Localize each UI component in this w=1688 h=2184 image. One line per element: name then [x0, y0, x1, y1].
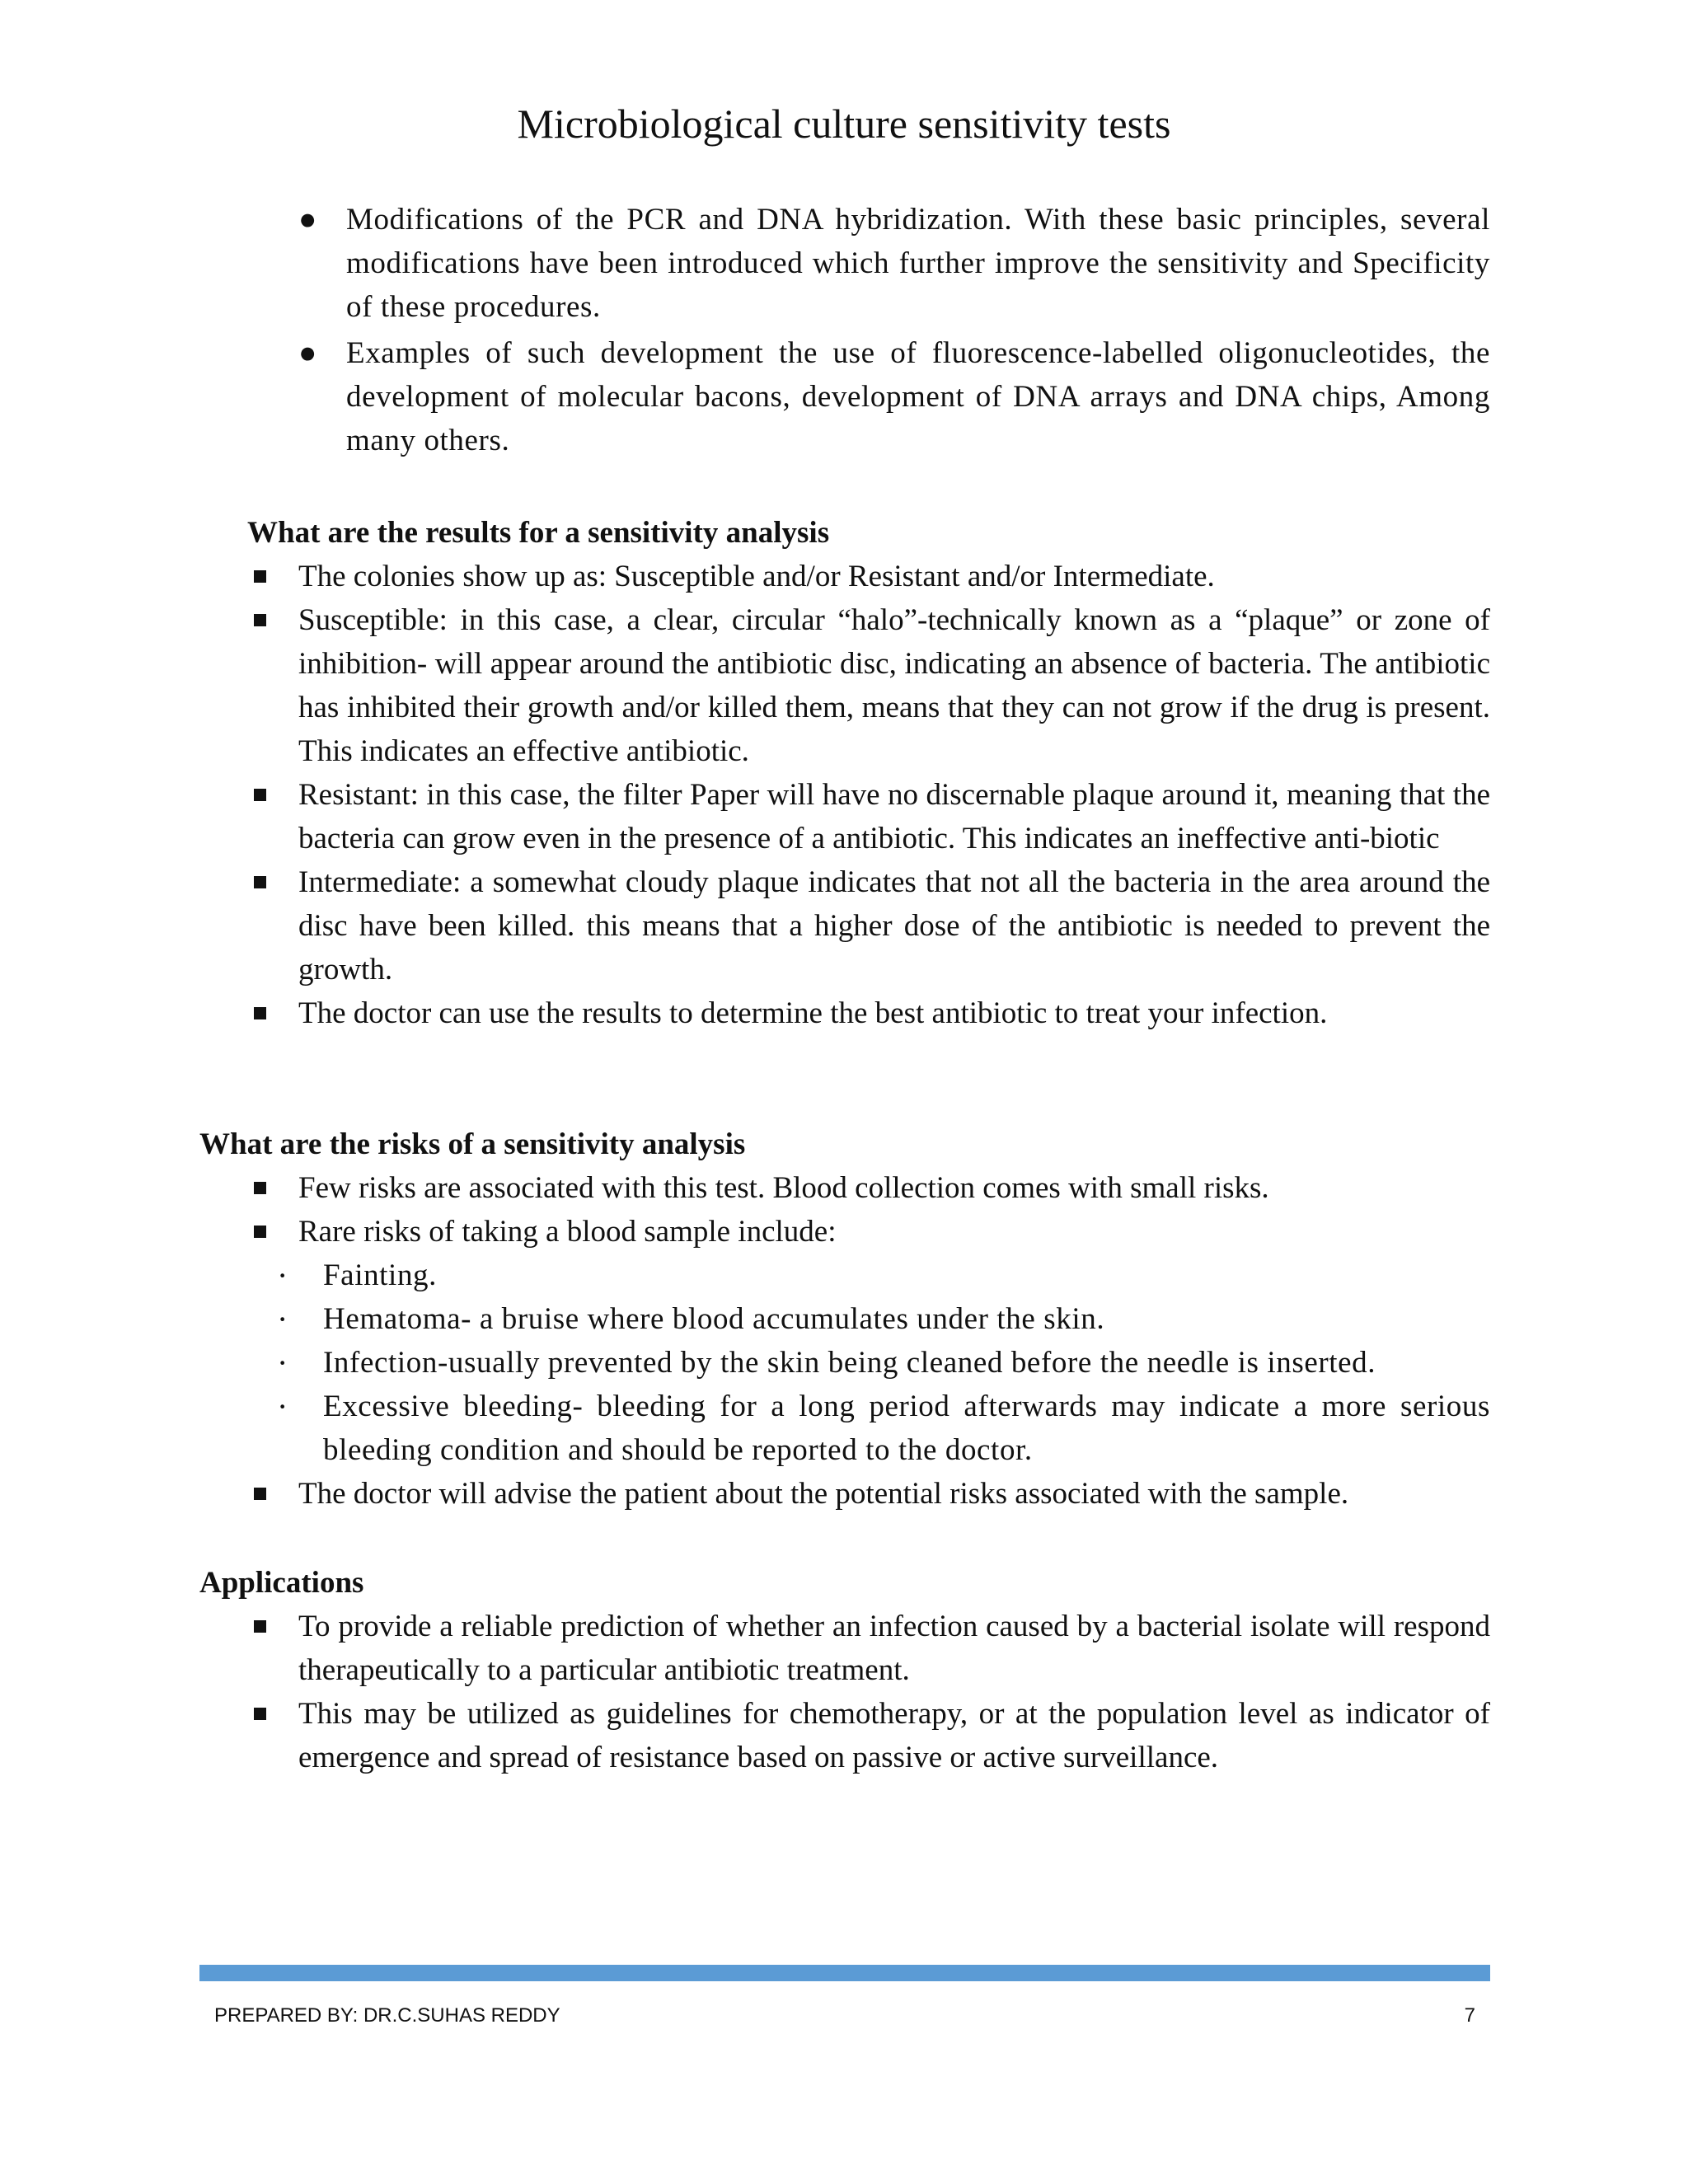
bullet-dot-icon: · — [277, 1344, 288, 1381]
list-item — [298, 860, 1490, 991]
list-item — [298, 773, 1490, 860]
square-bullet-icon — [254, 1182, 266, 1194]
bullet-dot-icon: · — [277, 1301, 288, 1338]
sub-list-item-text: Infection-usually prevented by the skin being cleaned before the needle is inserted. — [323, 1346, 1376, 1380]
page-number: 7 — [1464, 2004, 1475, 2027]
square-bullet-icon — [254, 570, 266, 583]
applications-section — [0, 1561, 1688, 1779]
risks-section — [0, 1122, 1688, 1516]
footer-rule — [199, 1965, 1490, 1981]
bullet-dot-icon: · — [277, 1257, 288, 1294]
section-heading: What are the risks of a sensitivity analysis — [199, 1127, 746, 1161]
list-item-text: The doctor will advise the patient about the potential risks associated with the sample. — [298, 1477, 1349, 1511]
square-bullet-icon — [254, 1708, 266, 1720]
bullet-dot-icon: ● — [298, 336, 317, 370]
sub-list-item-text: Hematoma- a bruise where blood accumulates under the skin. — [323, 1302, 1105, 1336]
square-bullet-icon — [254, 614, 266, 626]
list-item — [298, 1166, 1490, 1210]
square-bullet-icon — [254, 789, 266, 801]
square-bullet-icon — [254, 1620, 266, 1633]
list-item-text: This may be utilized as guidelines for chemotherapy, or at the population level as indicator of emergence and spread of resistance based on passive or active surveillance. — [298, 1697, 1490, 1774]
list-item-text: Intermediate: a somewhat cloudy plaque indicates that not all the bacteria in the area around the disc have been killed. this means that a higher dose of the antibiotic is needed to prevent the growth. — [298, 865, 1490, 987]
list-item — [298, 991, 1490, 1035]
intro-bullet-list — [0, 198, 1688, 462]
list-item — [298, 1210, 1490, 1254]
bullet-dot-icon: · — [277, 1388, 288, 1425]
footer-prepared-by: PREPARED BY: DR.C.SUHAS REDDY — [214, 2004, 560, 2027]
list-item — [298, 1692, 1490, 1779]
square-bullet-icon — [254, 876, 266, 888]
list-item — [298, 198, 1490, 329]
list-item-text: Susceptible: in this case, a clear, circular “halo”-technically known as a “plaque” or zone of inhibition- will appear around the antibiotic disc, indicating an absence of bacteria. The antibiotic has inhibited their growth and/or killed them, means that they can not grow if the drug is present. This indicates an effective antibiotic. — [298, 603, 1490, 768]
sub-list-item — [277, 1254, 1490, 1297]
page-title: Microbiological culture sensitivity tests — [517, 101, 1171, 147]
list-item-text: To provide a reliable prediction of whether an infection caused by a bacterial isolate will respond therapeutically to a particular antibiotic treatment. — [298, 1610, 1490, 1687]
section-heading: Applications — [199, 1566, 364, 1600]
bullet-dot-icon: ● — [298, 203, 317, 237]
list-item-text: Resistant: in this case, the filter Paper will have no discernable plaque around it, meaning that the bacteria can grow even in the presence of a antibiotic. This indicates an ineffective anti-biotic — [298, 778, 1490, 855]
list-item-text: Rare risks of taking a blood sample include: — [298, 1215, 837, 1249]
section-heading: What are the results for a sensitivity analysis — [247, 516, 830, 550]
list-item — [298, 555, 1490, 598]
square-bullet-icon — [254, 1007, 266, 1019]
list-item-text: The doctor can use the results to determine the best antibiotic to treat your infection. — [298, 996, 1328, 1030]
list-item — [298, 598, 1490, 773]
sub-list-item — [277, 1341, 1490, 1385]
sub-list-item — [277, 1297, 1490, 1341]
list-item — [298, 331, 1490, 462]
list-item-text: The colonies show up as: Susceptible and/or Resistant and/or Intermediate. — [298, 560, 1215, 593]
square-bullet-icon — [254, 1488, 266, 1500]
sub-list-item-text: Fainting. — [323, 1258, 437, 1292]
list-item-text: Modifications of the PCR and DNA hybridization. With these basic principles, several modifications have been introduced which further improve the sensitivity and Specificity of these procedures. — [346, 203, 1490, 324]
list-item-text: Examples of such development the use of fluorescence-labelled oligonucleotides, the development of molecular bacons, development of DNA arrays and DNA chips, Among many others. — [346, 336, 1490, 457]
sub-list-item — [277, 1385, 1490, 1472]
list-item — [298, 1472, 1490, 1516]
sub-list-item-text: Excessive bleeding- bleeding for a long period afterwards may indicate a more serious bleeding condition and should be reported to the doctor. — [323, 1390, 1490, 1467]
square-bullet-icon — [254, 1226, 266, 1238]
list-item-text: Few risks are associated with this test. Blood collection comes with small risks. — [298, 1171, 1269, 1205]
list-item — [298, 1605, 1490, 1692]
results-section — [0, 511, 1688, 1035]
